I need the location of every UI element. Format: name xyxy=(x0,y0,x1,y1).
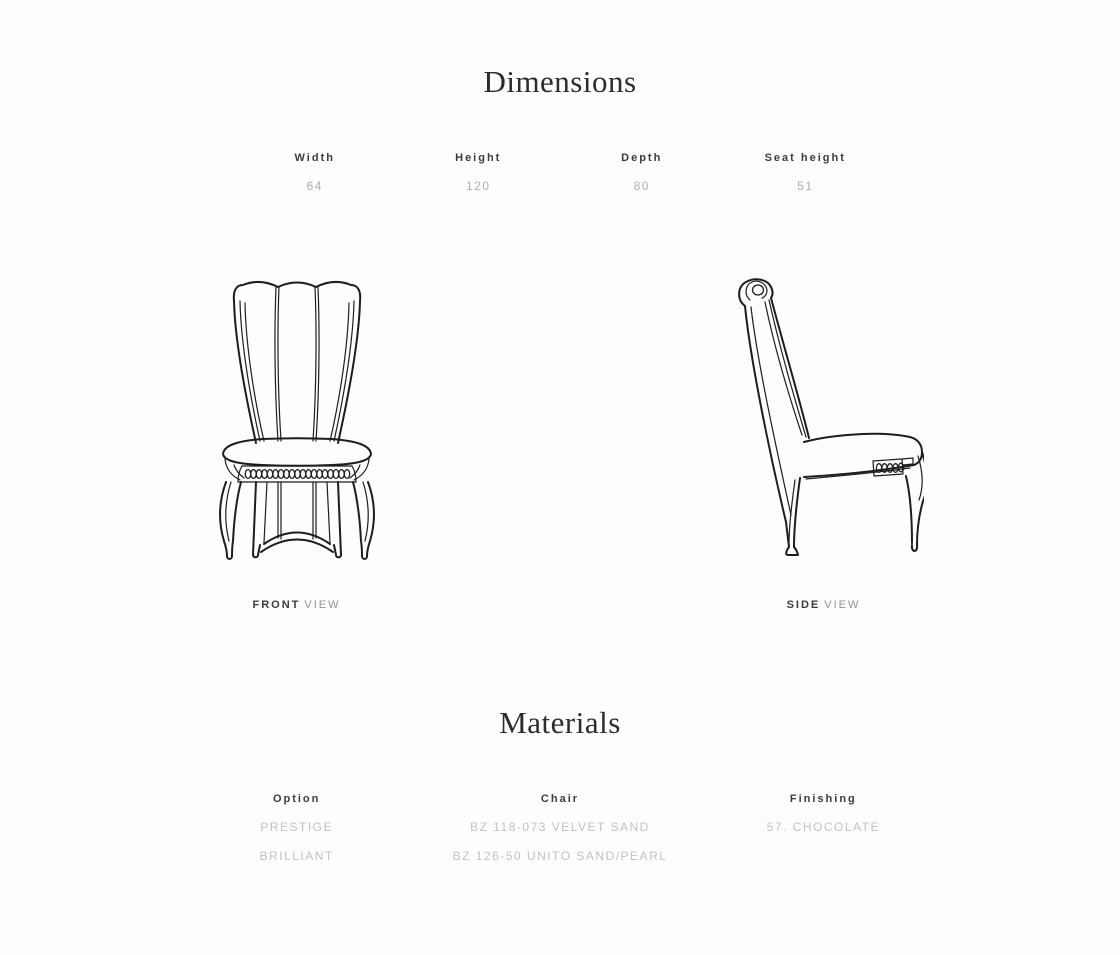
material-header: Option xyxy=(272,793,321,805)
chair-front-view-drawing-icon xyxy=(212,275,382,567)
material-header: Chair xyxy=(540,793,580,805)
spec-label: Height xyxy=(455,152,502,164)
side-view-label-light: VIEW xyxy=(824,599,861,611)
side-view-label-strong: SIDE xyxy=(786,599,821,611)
side-view-figure xyxy=(692,275,955,611)
spec-label: Depth xyxy=(621,152,663,164)
front-view-label-light: VIEW xyxy=(304,599,341,611)
spec-height xyxy=(397,152,561,193)
material-col-chair xyxy=(428,793,691,863)
spec-value: 80 xyxy=(633,179,650,193)
materials-title: Materials xyxy=(499,705,621,740)
spec-depth xyxy=(560,152,724,193)
front-view-label-strong: FRONT xyxy=(252,599,301,611)
side-view-label xyxy=(692,599,955,611)
material-value: BRILLIANT xyxy=(259,849,334,863)
spec-value: 120 xyxy=(465,179,491,193)
material-value: 57. CHOCOLATE xyxy=(766,820,880,834)
spec-label: Seat height xyxy=(764,152,846,164)
materials-grid xyxy=(165,793,955,863)
dimensions-title: Dimensions xyxy=(483,64,637,99)
front-view-label xyxy=(165,599,428,611)
spec-value: 51 xyxy=(797,179,814,193)
spec-value: 64 xyxy=(306,179,323,193)
material-header: Finishing xyxy=(789,793,857,805)
materials-section xyxy=(0,705,1120,863)
material-col-option xyxy=(165,793,428,863)
spec-width xyxy=(233,152,397,193)
material-value xyxy=(692,849,955,861)
material-value: PRESTIGE xyxy=(260,820,333,834)
chair-side-view-drawing-icon xyxy=(724,275,924,567)
dimensions-spec-grid xyxy=(233,152,887,193)
spec-label: Width xyxy=(294,152,335,164)
material-value: BZ 118-073 VELVET SAND xyxy=(470,820,650,834)
material-value: BZ 126-50 UNITO SAND/PEARL xyxy=(452,849,668,863)
front-view-figure xyxy=(165,275,428,611)
chair-views-row xyxy=(165,275,955,611)
spec-seat-height xyxy=(724,152,888,193)
material-col-finishing xyxy=(692,793,955,863)
